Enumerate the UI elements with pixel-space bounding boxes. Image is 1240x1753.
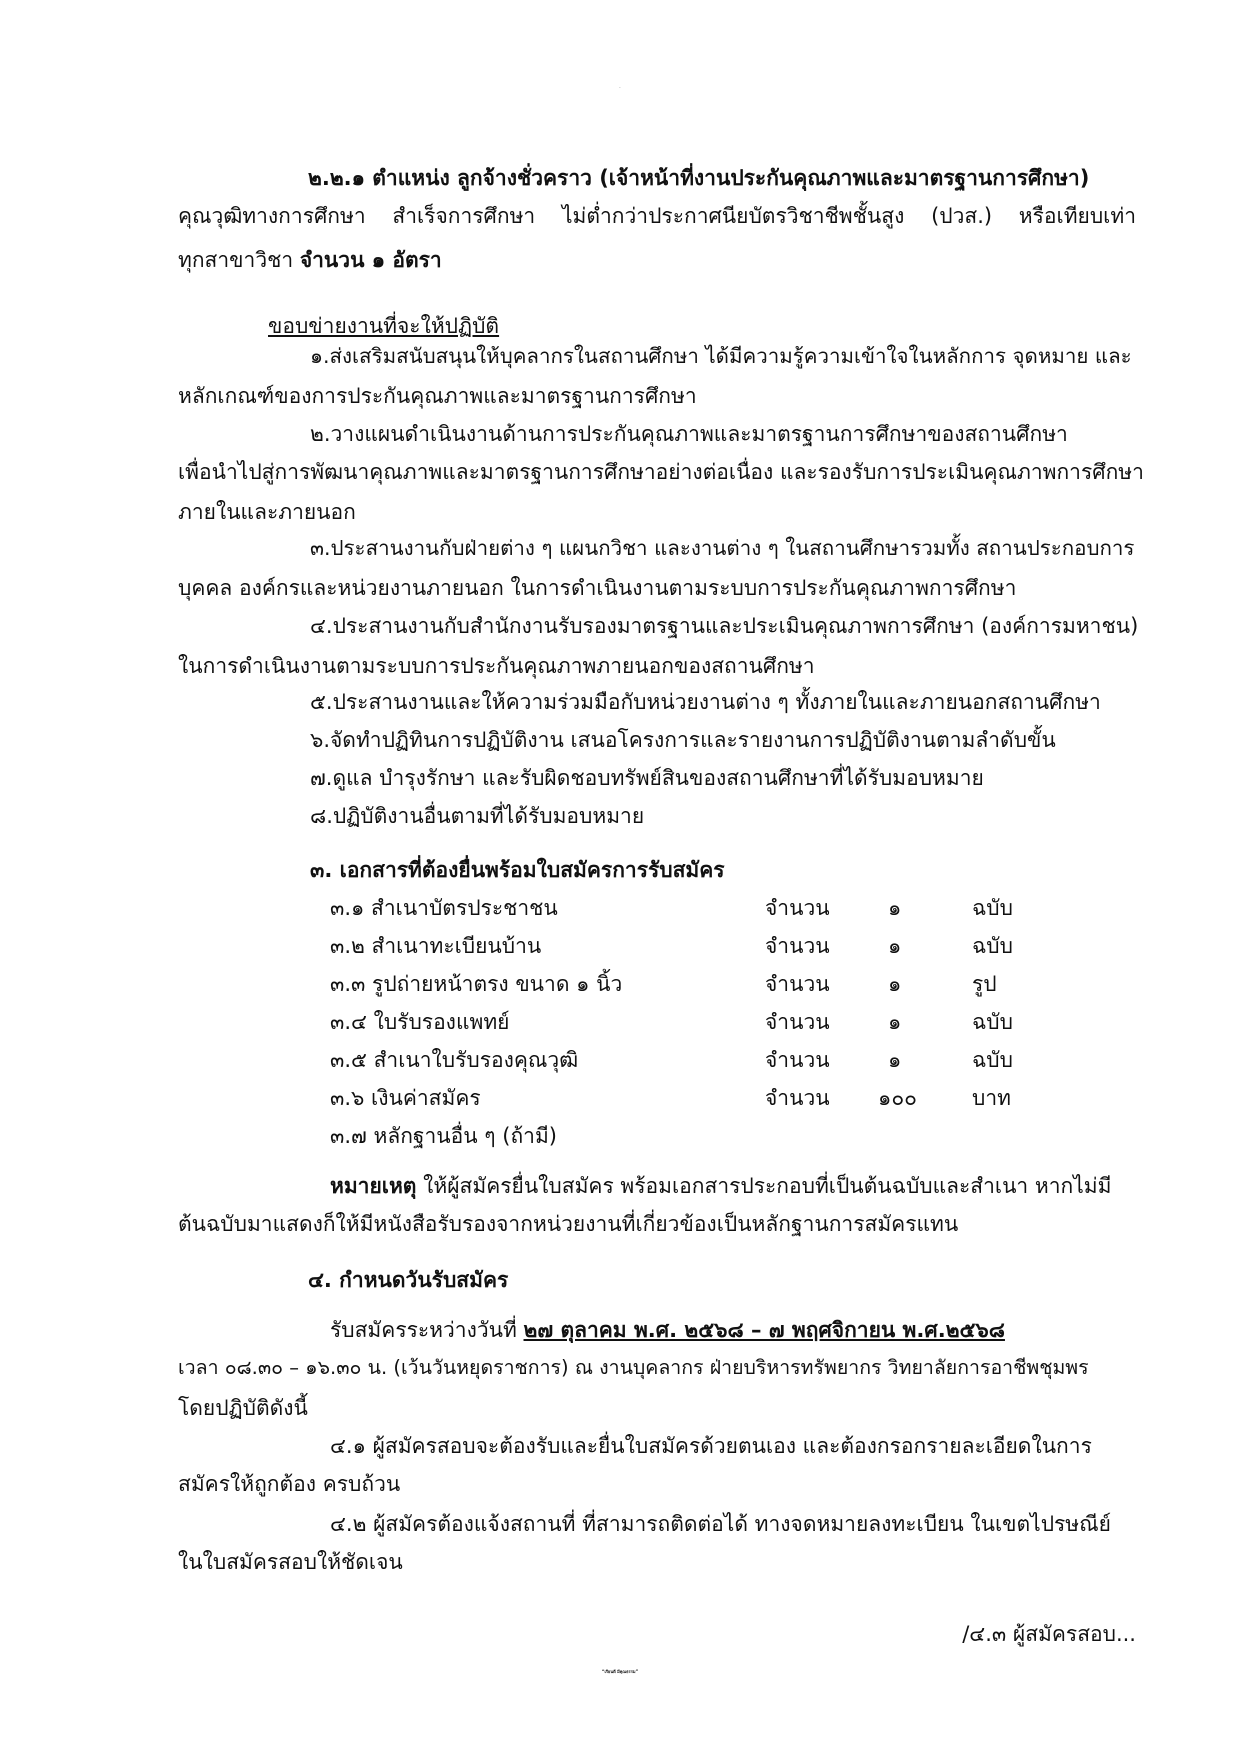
document-qty: ๑ [888, 896, 902, 920]
scope-item-3-cont: บุคคล องค์กรและหน่วยงานภายนอก ในการดำเนินงานตามระบบการประกันคุณภาพการศึกษา [178, 576, 1017, 600]
document-qty: ๑ [888, 972, 902, 996]
procedure-item-1-cont: สมัครให้ถูกต้อง ครบถ้วน [178, 1472, 401, 1496]
application-period: รับสมัครระหว่างวันที่ ๒๗ ตุลาคม พ.ศ. ๒๕๖๘ – ๗ พฤศจิกายน พ.ศ.๒๕๖๘ [330, 1318, 1005, 1342]
document-qty-label: จำนวน [765, 1048, 830, 1072]
qualification-line-1: คุณวุฒิทางการศึกษา สำเร็จการศึกษา ไม่ต่ำกว่าประกาศนียบัตรวิชาชีพชั้นสูง (ปวส.) หรือเทียบเท่า [178, 204, 1136, 228]
documents-note-cont: ต้นฉบับมาแสดงก็ให้มีหนังสือรับรองจากหน่วยงานที่เกี่ยวข้องเป็นหลักฐานการสมัครแทน [178, 1212, 959, 1236]
scope-item-1-cont: หลักเกณฑ์ของการประกันคุณภาพและมาตรฐานการศึกษา [178, 384, 697, 408]
document-name: ๓.๓ รูปถ่ายหน้าตรง ขนาด ๑ นิ้ว [330, 972, 623, 996]
application-period-heading: ๔. กำหนดวันรับสมัคร [308, 1268, 509, 1292]
document-qty: ๑ [888, 1048, 902, 1072]
scope-item-2-cont2: ภายในและภายนอก [178, 500, 356, 524]
document-name: ๓.๑ สำเนาบัตรประชาชน [330, 896, 558, 920]
scope-item-4-cont: ในการดำเนินงานตามระบบการประกันคุณภาพภายนอกของสถานศึกษา [178, 654, 815, 678]
scope-item-1: ๑.ส่งเสริมสนับสนุนให้บุคลากรในสถานศึกษา ได้มีความรู้ความเข้าใจในหลักการ จุดหมาย และ [310, 344, 1132, 368]
scope-item-2: ๒.วางแผนดำเนินงานด้านการประกันคุณภาพและมาตรฐานการศึกษาของสถานศึกษา [310, 422, 1068, 446]
document-name: ๓.๖ เงินค่าสมัคร [330, 1086, 481, 1110]
college-motto: “เรียนดี มีคุณธรรม” [601, 1669, 639, 1674]
document-qty-label: จำนวน [765, 1086, 830, 1110]
document-name: ๓.๒ สำเนาทะเบียนบ้าน [330, 934, 542, 958]
position-heading: ๒.๒.๑ ตำแหน่ง ลูกจ้างชั่วคราว (เจ้าหน้าที่งานประกันคุณภาพและมาตรฐานการศึกษา) [308, 166, 1090, 190]
document-name: ๓.๕ สำเนาใบรับรองคุณวุฒิ [330, 1048, 579, 1072]
document-unit: ฉบับ [972, 934, 1013, 958]
document-qty-label: จำนวน [765, 972, 830, 996]
document-qty: ๑ [888, 934, 902, 958]
document-unit: รูป [972, 972, 997, 996]
document-unit: บาท [972, 1086, 1011, 1110]
continuation-marker: /๔.๓ ผู้สมัครสอบ... [962, 1622, 1136, 1646]
scope-item-8: ๘.ปฏิบัติงานอื่นตามที่ได้รับมอบหมาย [310, 804, 645, 828]
document-unit: ฉบับ [972, 896, 1013, 920]
scope-title: ขอบข่ายงานที่จะให้ปฏิบัติ [268, 314, 500, 338]
document-qty-label: จำนวน [765, 896, 830, 920]
documents-note: หมายเหตุ ให้ผู้สมัครยื่นใบสมัคร พร้อมเอกสารประกอบที่เป็นต้นฉบับและสำเนา หากไม่มี [330, 1174, 1112, 1198]
scope-item-7: ๗.ดูแล บำรุงรักษา และรับผิดชอบทรัพย์สินของสถานศึกษาที่ได้รับมอบหมาย [310, 766, 984, 790]
documents-heading: ๓. เอกสารที่ต้องยื่นพร้อมใบสมัครการรับสมัคร [310, 858, 725, 882]
document-qty: ๑๐๐ [878, 1086, 917, 1110]
qualification-line-2: ทุกสาขาวิชา จำนวน ๑ อัตรา [178, 248, 442, 272]
document-unit: ฉบับ [972, 1048, 1013, 1072]
document-qty-label: จำนวน [765, 1010, 830, 1034]
application-dates: ๒๗ ตุลาคม พ.ศ. ๒๕๖๘ – ๗ พฤศจิกายน พ.ศ.๒๕๖๘ [523, 1318, 1005, 1342]
procedure-intro: โดยปฏิบัติดังนี้ [178, 1396, 308, 1420]
position-count: จำนวน ๑ อัตรา [299, 248, 442, 272]
scope-item-5: ๕.ประสานงานและให้ความร่วมมือกับหน่วยงานต่าง ๆ ทั้งภายในและภายนอกสถานศึกษา [310, 690, 1101, 714]
procedure-item-2: ๔.๒ ผู้สมัครต้องแจ้งสถานที่ ที่สามารถติดต่อได้ ทางจดหมายลงทะเบียน ในเขตไปรษณีย์ [330, 1512, 1111, 1536]
scope-item-4: ๔.ประสานงานกับสำนักงานรับรองมาตรฐานและประเมินคุณภาพการศึกษา (องค์การมหาชน) [310, 614, 1139, 638]
document-name: ๓.๗ หลักฐานอื่น ๆ (ถ้ามี) [330, 1124, 557, 1148]
document-qty-label: จำนวน [765, 934, 830, 958]
note-label: หมายเหตุ [330, 1174, 417, 1198]
scope-item-3: ๓.ประสานงานกับฝ่ายต่าง ๆ แผนกวิชา และงานต่าง ๆ ในสถานศึกษารวมทั้ง สถานประกอบการ [310, 536, 1135, 560]
document-qty: ๑ [888, 1010, 902, 1034]
procedure-item-2-cont: ในใบสมัครสอบให้ชัดเจน [178, 1550, 403, 1574]
procedure-item-1: ๔.๑ ผู้สมัครสอบจะต้องรับและยื่นใบสมัครด้วยตนเอง และต้องกรอกรายละเอียดในการ [330, 1434, 1092, 1458]
scope-item-2-cont: เพื่อนำไปสู่การพัฒนาคุณภาพและมาตรฐานการศึกษาอย่างต่อเนื่อง และรองรับการประเมินคุณภาพการศึกษา [178, 460, 1144, 484]
document-name: ๓.๔ ใบรับรองแพทย์ [330, 1010, 510, 1034]
document-unit: ฉบับ [972, 1010, 1013, 1034]
application-time: เวลา ๐๘.๓๐ – ๑๖.๓๐ น. (เว้นวันหยุดราชการ) ณ งานบุคลากร ฝ่ายบริหารทรัพยากร วิทยาลัยการอาชีพชุมพร [178, 1356, 1089, 1379]
scope-item-6: ๖.จัดทำปฏิทินการปฏิบัติงาน เสนอโครงการและรายงานการปฏิบัติงานตามลำดับขั้น [310, 728, 1056, 752]
page-number: - ๒ - [618, 88, 622, 89]
